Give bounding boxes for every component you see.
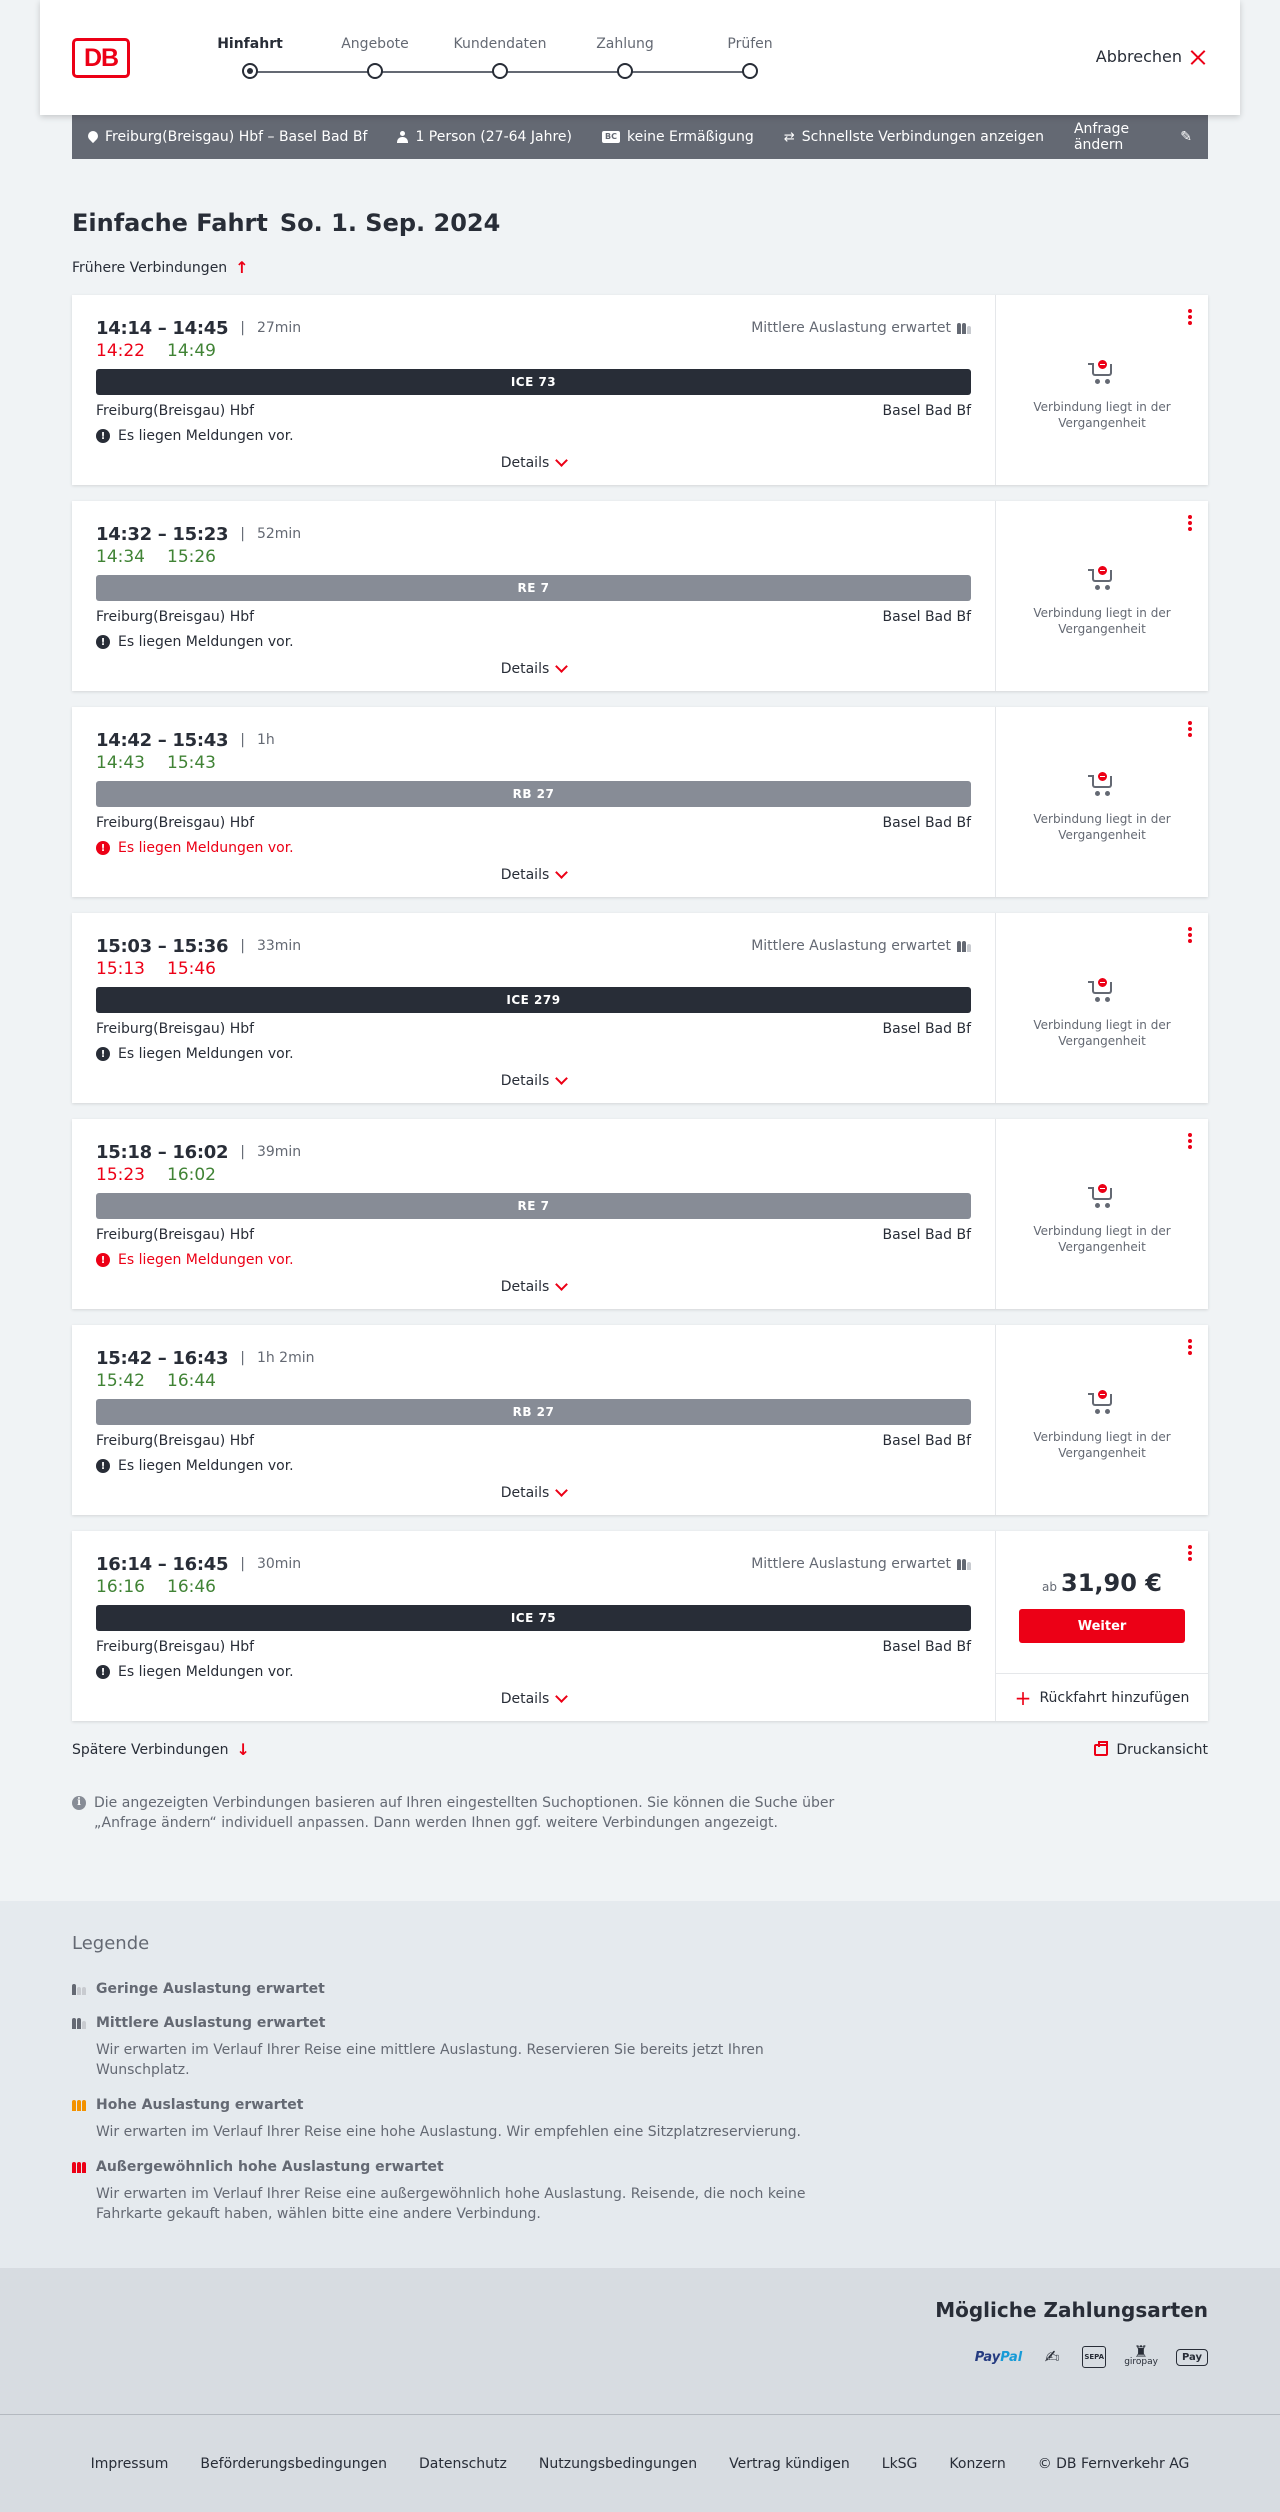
destination-station: Basel Bad Bf xyxy=(882,403,971,419)
edit-request-button[interactable]: Anfrage ändern ✎ xyxy=(1073,121,1192,153)
occupancy-info: Mittlere Auslastung erwartet xyxy=(751,1556,971,1572)
realtime-departure: 15:13 xyxy=(96,959,145,979)
swap-arrows-icon: ⇄ xyxy=(783,129,795,145)
message-notice: ! Es liegen Meldungen vor. xyxy=(96,1457,971,1475)
realtime-departure: 16:16 xyxy=(96,1577,145,1597)
search-summary-bar xyxy=(72,115,1208,159)
top-header xyxy=(40,0,1240,115)
past-connection-notice: Verbindung liegt in der Vergangenheit xyxy=(996,1183,1208,1255)
planned-time: 15:42 – 16:43 xyxy=(96,1347,229,1369)
legend-item: Hohe Auslastung erwartet Wir erwarten im Verlauf Ihrer Reise eine hohe Auslastung. Wir empfehlen eine Sitzplatzreservierung. xyxy=(72,2096,1208,2142)
footer-link[interactable]: LkSG xyxy=(881,2455,918,2472)
chevron-down-icon xyxy=(555,1690,568,1703)
direct-debit-hand-icon: ✍ xyxy=(1044,2346,1060,2368)
occupancy-icon xyxy=(957,322,971,334)
warning-icon: ! xyxy=(96,1665,110,1679)
realtime-row xyxy=(96,753,971,775)
duration: 39min xyxy=(256,1144,302,1160)
legend-list xyxy=(72,1980,1208,2224)
booking-stepper xyxy=(210,34,790,84)
paypal-icon: Pay Pal xyxy=(974,2349,1023,2365)
destination-station: Basel Bad Bf xyxy=(882,1433,971,1449)
pencil-icon: ✎ xyxy=(1180,129,1192,145)
past-connection-notice: Verbindung liegt in der Vergangenheit xyxy=(996,565,1208,637)
realtime-row xyxy=(96,547,971,569)
step-dot xyxy=(617,63,633,79)
message-notice: ! Es liegen Meldungen vor. xyxy=(96,1045,971,1063)
planned-time: 16:14 – 16:45 xyxy=(96,1553,229,1575)
legend-section xyxy=(0,1901,1280,2268)
realtime-departure: 14:43 xyxy=(96,753,145,773)
more-options-icon[interactable] xyxy=(1188,515,1192,531)
warning-icon: ! xyxy=(96,841,110,855)
details-toggle[interactable]: Details xyxy=(72,1073,995,1089)
cart-unavailable-icon xyxy=(1088,771,1116,797)
occupancy-mid-icon xyxy=(72,2017,88,2029)
details-toggle[interactable]: Details xyxy=(72,1691,995,1707)
cart-unavailable-icon xyxy=(1088,1389,1116,1415)
planned-time: 15:03 – 15:36 xyxy=(96,935,229,957)
past-connection-notice: Verbindung liegt in der Vergangenheit xyxy=(996,771,1208,843)
arrow-down-icon: ↓ xyxy=(236,1740,250,1759)
destination-station: Basel Bad Bf xyxy=(882,1227,971,1243)
step-dot xyxy=(742,63,758,79)
message-notice: ! Es liegen Meldungen vor. xyxy=(96,633,971,651)
connection-card: 16:14 – 16:45 | 30min Mittlere Auslastung erwartet 16:16 16:46 ICE 75 Freiburg(Breisgau) Hbf Basel Bad Bf ! Es liegen Meldungen vor. Details ab 31,90 € Weiter + Rückfahrt hinzufügen xyxy=(72,1531,1208,1721)
origin-station: Freiburg(Breisgau) Hbf xyxy=(96,403,255,419)
planned-time: 14:42 – 15:43 xyxy=(96,729,229,751)
more-options-icon[interactable] xyxy=(1188,1133,1192,1149)
price: ab 31,90 € xyxy=(1042,1569,1162,1597)
details-toggle[interactable]: Details xyxy=(72,661,995,677)
cart-unavailable-icon xyxy=(1088,1183,1116,1209)
destination-station: Basel Bad Bf xyxy=(882,1639,971,1655)
printer-icon xyxy=(1094,1744,1108,1756)
warning-icon: ! xyxy=(96,1047,110,1061)
details-toggle[interactable]: Details xyxy=(72,1485,995,1501)
more-options-icon[interactable] xyxy=(1188,1339,1192,1355)
realtime-row xyxy=(96,1371,971,1393)
realtime-arrival: 16:02 xyxy=(167,1165,216,1185)
apple-pay-icon: Pay xyxy=(1176,2349,1208,2366)
occupancy-low-icon xyxy=(72,1983,88,1995)
warning-icon: ! xyxy=(96,1459,110,1473)
details-toggle[interactable]: Details xyxy=(72,867,995,883)
legend-title: Legende xyxy=(72,1933,150,1954)
message-notice: ! Es liegen Meldungen vor. xyxy=(96,1663,971,1681)
planned-time: 14:14 – 14:45 xyxy=(96,317,229,339)
more-options-icon[interactable] xyxy=(1188,721,1192,737)
summary-route: Freiburg(Breisgau) Hbf – Basel Bad Bf xyxy=(88,129,367,145)
connection-card: 14:32 – 15:23 | 52min 14:34 15:26 RE 7 Freiburg(Breisgau) Hbf Basel Bad Bf ! Es liegen Meldungen vor. Details Verbindung liegt in der Vergangenheit xyxy=(72,501,1208,691)
duration: 52min xyxy=(256,526,302,542)
db-logo[interactable]: DB xyxy=(72,38,130,78)
sepa-icon: SEPA xyxy=(1082,2346,1106,2368)
realtime-departure: 14:22 xyxy=(96,341,145,361)
train-bar[interactable]: ICE 75 xyxy=(96,1605,971,1631)
past-connection-notice: Verbindung liegt in der Vergangenheit xyxy=(996,977,1208,1049)
planned-time: 15:18 – 16:02 xyxy=(96,1141,229,1163)
details-toggle[interactable]: Details xyxy=(72,455,995,471)
summary-fastest: ⇄ Schnellste Verbindungen anzeigen xyxy=(783,129,1044,145)
connection-card: 14:14 – 14:45 | 27min Mittlere Auslastung erwartet 14:22 14:49 ICE 73 Freiburg(Breisgau) Hbf Basel Bad Bf ! Es liegen Meldungen vor. Details Verbindung liegt in der Vergangenheit xyxy=(72,295,1208,485)
print-view-link[interactable]: Druckansicht xyxy=(1094,1742,1208,1758)
origin-station: Freiburg(Breisgau) Hbf xyxy=(96,609,255,625)
destination-station: Basel Bad Bf xyxy=(882,815,971,831)
occupancy-icon xyxy=(957,940,971,952)
more-options-icon[interactable] xyxy=(1188,309,1192,325)
page-title: Einfache Fahrt So. 1. Sep. 2024 xyxy=(72,209,501,237)
step-kundendaten[interactable]: Kundendaten xyxy=(445,34,555,79)
message-notice: ! Es liegen Meldungen vor. xyxy=(96,839,971,857)
duration: 1h 2min xyxy=(256,1350,315,1366)
cancel-button[interactable]: Abbrechen xyxy=(1096,47,1206,66)
connection-card: 15:42 – 16:43 | 1h 2min 15:42 16:44 RB 27 Freiburg(Breisgau) Hbf Basel Bad Bf ! Es liegen Meldungen vor. Details Verbindung liegt in der Vergangenheit xyxy=(72,1325,1208,1515)
more-options-icon[interactable] xyxy=(1188,927,1192,943)
occupancy-info: Mittlere Auslastung erwartet xyxy=(751,320,971,336)
summary-discount: BC keine Ermäßigung xyxy=(602,129,754,145)
warning-icon: ! xyxy=(96,635,110,649)
cart-unavailable-icon xyxy=(1088,977,1116,1003)
legend-item: Außergewöhnlich hohe Auslastung erwartet Wir erwarten im Verlauf Ihrer Reise eine außergewöhnlich hohe Auslastung. Reisende, die noch keine Fahrkarte gekauft haben, wählen bitte eine andere Verbindung. xyxy=(72,2158,1208,2224)
message-notice: ! Es liegen Meldungen vor. xyxy=(96,1251,971,1269)
realtime-arrival: 15:26 xyxy=(167,547,216,567)
cart-unavailable-icon xyxy=(1088,565,1116,591)
chevron-down-icon xyxy=(555,660,568,673)
train-bar[interactable]: RE 7 xyxy=(96,1193,971,1219)
info-icon: i xyxy=(72,1796,86,1810)
past-connection-notice: Verbindung liegt in der Vergangenheit xyxy=(996,1389,1208,1461)
bahncard-icon: BC xyxy=(602,131,620,143)
occupancy-icon xyxy=(957,1558,971,1570)
realtime-row xyxy=(96,1165,971,1187)
destination-station: Basel Bad Bf xyxy=(882,1021,971,1037)
footer-link[interactable]: Vertrag kündigen xyxy=(729,2455,850,2472)
step-dot xyxy=(492,63,508,79)
chevron-down-icon xyxy=(555,1278,568,1291)
giropay-icon: ♜ giropay xyxy=(1124,2342,1158,2367)
continue-button[interactable]: Weiter xyxy=(1019,1609,1185,1643)
connection-list xyxy=(72,295,1208,1721)
step-dot xyxy=(242,63,258,79)
origin-station: Freiburg(Breisgau) Hbf xyxy=(96,1639,255,1655)
legend-item: Geringe Auslastung erwartet xyxy=(72,1980,1208,1998)
duration: 27min xyxy=(256,320,302,336)
origin-station: Freiburg(Breisgau) Hbf xyxy=(96,1433,255,1449)
realtime-arrival: 16:46 xyxy=(167,1577,216,1597)
plus-icon: + xyxy=(1014,1685,1032,1710)
footer-link[interactable]: Nutzungsbedingungen xyxy=(538,2455,698,2472)
payment-icons xyxy=(974,2342,1208,2368)
person-icon xyxy=(397,131,408,143)
chevron-down-icon xyxy=(555,454,568,467)
earlier-connections-link[interactable]: Frühere Verbindungen ↑ xyxy=(72,258,249,277)
footer-link[interactable]: Datenschutz xyxy=(418,2455,507,2472)
step-pruefen[interactable]: Prüfen xyxy=(695,34,805,79)
train-bar[interactable]: RB 27 xyxy=(96,781,971,807)
step-hinfahrt[interactable]: Hinfahrt xyxy=(195,34,305,79)
occupancy-ext-icon xyxy=(72,2161,88,2173)
chevron-down-icon xyxy=(555,1484,568,1497)
chevron-down-icon xyxy=(555,866,568,879)
duration: 33min xyxy=(256,938,302,954)
origin-station: Freiburg(Breisgau) Hbf xyxy=(96,815,255,831)
step-angebote[interactable]: Angebote xyxy=(320,34,430,79)
summary-travelers: 1 Person (27-64 Jahre) xyxy=(397,129,572,145)
realtime-row xyxy=(96,341,971,363)
occupancy-high-icon xyxy=(72,2099,88,2111)
duration: 1h xyxy=(256,732,275,748)
realtime-arrival: 14:49 xyxy=(167,341,216,361)
train-bar[interactable]: ICE 279 xyxy=(96,987,971,1013)
payment-methods xyxy=(0,2268,1280,2414)
realtime-arrival: 16:44 xyxy=(167,1371,216,1391)
realtime-departure: 15:42 xyxy=(96,1371,145,1391)
legend-item: Mittlere Auslastung erwartet Wir erwarten im Verlauf Ihrer Reise eine mittlere Auslastung. Reservieren Sie bereits jetzt Ihren Wunschplatz. xyxy=(72,2014,1208,2080)
train-bar[interactable]: ICE 73 xyxy=(96,369,971,395)
step-zahlung[interactable]: Zahlung xyxy=(570,34,680,79)
close-icon xyxy=(1190,49,1206,65)
more-options-icon[interactable] xyxy=(1188,1545,1192,1561)
cart-unavailable-icon xyxy=(1088,359,1116,385)
footer-link[interactable]: Impressum xyxy=(90,2455,169,2472)
details-toggle[interactable]: Details xyxy=(72,1279,995,1295)
footer-link[interactable]: Konzern xyxy=(949,2455,1006,2472)
arrow-up-icon: ↑ xyxy=(235,258,249,277)
message-notice: ! Es liegen Meldungen vor. xyxy=(96,427,971,445)
search-info-note: i Die angezeigten Verbindungen basieren auf Ihren eingestellten Suchoptionen. Sie können die Suche über „Anfrage ändern“ individuell anpassen. Dann werden Ihnen ggf. weitere Verbindungen angezeigt. xyxy=(72,1793,852,1833)
realtime-row xyxy=(96,959,971,981)
train-bar[interactable]: RB 27 xyxy=(96,1399,971,1425)
footer-link[interactable]: © DB Fernverkehr AG xyxy=(1037,2455,1190,2472)
footer-link[interactable]: Beförderungsbedingungen xyxy=(200,2455,387,2472)
realtime-departure: 15:23 xyxy=(96,1165,145,1185)
later-connections-link[interactable]: Spätere Verbindungen ↓ xyxy=(72,1740,250,1759)
train-bar[interactable]: RE 7 xyxy=(96,575,971,601)
connection-card: 14:42 – 15:43 | 1h 14:43 15:43 RB 27 Freiburg(Breisgau) Hbf Basel Bad Bf ! Es liegen Meldungen vor. Details Verbindung liegt in der Vergangenheit xyxy=(72,707,1208,897)
footer xyxy=(0,2414,1280,2512)
realtime-arrival: 15:43 xyxy=(167,753,216,773)
step-dot xyxy=(367,63,383,79)
realtime-arrival: 15:46 xyxy=(167,959,216,979)
connection-card: 15:03 – 15:36 | 33min Mittlere Auslastung erwartet 15:13 15:46 ICE 279 Freiburg(Breisgau) Hbf Basel Bad Bf ! Es liegen Meldungen vor. Details Verbindung liegt in der Vergangenheit xyxy=(72,913,1208,1103)
planned-time: 14:32 – 15:23 xyxy=(96,523,229,545)
realtime-departure: 14:34 xyxy=(96,547,145,567)
warning-icon: ! xyxy=(96,429,110,443)
origin-station: Freiburg(Breisgau) Hbf xyxy=(96,1021,255,1037)
past-connection-notice: Verbindung liegt in der Vergangenheit xyxy=(996,359,1208,431)
duration: 30min xyxy=(256,1556,302,1572)
connection-card: 15:18 – 16:02 | 39min 15:23 16:02 RE 7 Freiburg(Breisgau) Hbf Basel Bad Bf ! Es liegen Meldungen vor. Details Verbindung liegt in der Vergangenheit xyxy=(72,1119,1208,1309)
chevron-down-icon xyxy=(555,1072,568,1085)
add-return-trip-link[interactable]: + Rückfahrt hinzufügen xyxy=(996,1673,1208,1721)
payment-methods-title: Mögliche Zahlungsarten xyxy=(935,2298,1208,2322)
origin-station: Freiburg(Breisgau) Hbf xyxy=(96,1227,255,1243)
occupancy-info: Mittlere Auslastung erwartet xyxy=(751,938,971,954)
destination-station: Basel Bad Bf xyxy=(882,609,971,625)
location-pin-icon xyxy=(88,131,98,144)
warning-icon: ! xyxy=(96,1253,110,1267)
realtime-row xyxy=(96,1577,971,1599)
